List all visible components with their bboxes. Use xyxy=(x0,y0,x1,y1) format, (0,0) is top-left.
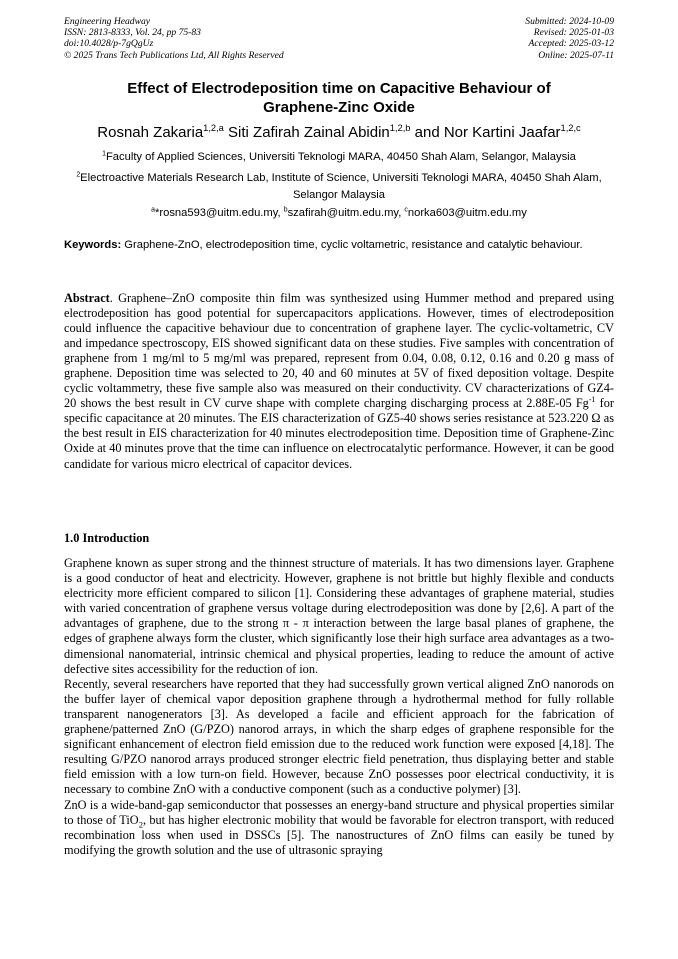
author-affiliation-mark: 1,2,c xyxy=(560,123,581,133)
paragraph: Recently, several researchers have reported that they had successfully grown vertical aligned ZnO nanorods on the buffer layer of chemical vapor deposition graphene through a hydrothermal method for fully rollable transparent nanogenerators [3]. As developed a facile and efficient approach for the fabrication of graphene/patterned ZnO (G/PZO) nanorod arrays, in which the sharp edges of graphene responsible for the significant enhancement of electron field emission due to the reduced work function were exposed [4,18]. The resulting G/PZO nanorod arrays produced stronger electric field penetration, thus displaying better and stable field emission with a low turn-on field. However, because ZnO possesses poor electrical conductivity, it is necessary to combine ZnO with a conductive component (such as a conductive polymer) [3]. xyxy=(64,676,614,797)
author-emails xyxy=(64,205,614,221)
author-name: Rosnah Zakaria xyxy=(97,124,204,141)
date-accepted: Accepted: 2025-03-12 xyxy=(528,38,614,50)
paragraph xyxy=(64,798,614,858)
date-submitted: Submitted: 2024-10-09 xyxy=(525,16,614,27)
abstract xyxy=(64,291,614,472)
title-line-2: Graphene-Zinc Oxide xyxy=(263,98,415,116)
journal-header xyxy=(64,16,614,61)
journal-info xyxy=(64,16,284,61)
email-mark: a xyxy=(151,206,156,214)
date-online: Online: 2025-07-11 xyxy=(538,49,614,61)
email-mark: b xyxy=(283,206,288,214)
section-heading: 1.0 Introduction xyxy=(64,531,150,545)
email-address: szafirah@uitm.edu.my, xyxy=(287,207,405,219)
journal-copyright: © 2025 Trans Tech Publications Ltd, All Rights Reserved xyxy=(64,49,284,61)
journal-doi: doi:10.4028/p-7gQgUz xyxy=(64,38,154,50)
keywords xyxy=(64,238,614,253)
paper-title xyxy=(64,80,614,117)
affiliation-text: Electroactive Materials Research Lab, Institute of Science, Universiti Teknologi MARA, 40450 Shah Alam, Selangor Malaysia xyxy=(80,172,602,201)
unit-exponent: -1 xyxy=(588,395,596,405)
email-mark: c xyxy=(404,206,408,214)
affiliation-mark: 2 xyxy=(76,171,81,179)
subscript: 2 xyxy=(138,819,143,830)
author-name: and Nor Kartini Jaafar xyxy=(410,124,561,141)
author-name: Siti Zafirah Zainal Abidin xyxy=(223,124,390,141)
paragraph: Graphene known as super strong and the thinnest structure of materials. It has two dimensions layer. Graphene is a good conductor of heat and electricity. However, graphene is not brittle but highly flexible and conducts electricity more efficient compared to silicon [1]. Considering these advantages of graphene material, studies with varied concentration of graphene versus voltage during electrodeposition was done by [2,6]. A part of the advantages of graphene, due to the strong π - π interaction between the large basal planes of graphene, the edges of graphene always form the cluster, which significantly lose their high surface area advantages as a two-dimensional nanomaterial, intrinsic chemical and physical properties, leading to reduce the amount of active defective sites accessibility for the reduction of ion. xyxy=(64,556,614,676)
date-revised: Revised: 2025-01-03 xyxy=(533,27,614,39)
author-list xyxy=(40,124,638,142)
author-affiliation-mark: 1,2,a xyxy=(203,123,224,133)
keywords-text: Graphene-ZnO, electrodeposition time, cyclic voltametric, resistance and catalytic behaviour. xyxy=(121,239,583,251)
affiliation-text: Faculty of Applied Sciences, Universiti Teknologi MARA, 40450 Shah Alam, Selangor, Malaysia xyxy=(105,151,576,163)
title-line-1: Effect of Electrodeposition time on Capacitive Behaviour of xyxy=(127,80,551,97)
keywords-label: Keywords: xyxy=(64,239,122,251)
abstract-text: . Graphene–ZnO composite thin film was synthesized using Hummer method and prepared using electrodeposition has good potential for supercapacitors applications. However, times of electrodeposition could influence the capacitive behaviour due to concentration of graphene layer. The cyclic-voltametric, CV and impedance spectroscopy, EIS showed significant data on these studies. Five samples with concentration of graphene from 1 mg/ml to 5 mg/ml was prepared, represent from 0.04, 0.08, 0.12, 0.16 and 0.20 g mass of graphene. Deposition time was selected to 20, 40 and 60 minutes at 5V of fixed deposition voltage. Despite cyclic voltammetry, these five sample also was measured on their conductivity. CV characterizations of GZ4-20 shows the best result in CV curve shape with complete charging discharging process at 2.88E-05 Fg xyxy=(64,291,614,411)
publication-dates xyxy=(525,16,614,61)
introduction-body xyxy=(64,556,614,858)
affiliation-mark: 1 xyxy=(102,150,106,158)
journal-issn: ISSN: 2813-8333, Vol. 24, pp 75-83 xyxy=(64,27,201,39)
email-address: norka603@uitm.edu.my xyxy=(407,207,527,219)
author-affiliation-mark: 1,2,b xyxy=(389,123,411,133)
email-address: *rosna593@uitm.edu.my, xyxy=(155,207,284,219)
journal-name: Engineering Headway xyxy=(64,16,151,27)
paragraph-text: ZnO is a wide-band-gap semiconductor that possesses an energy-band structure and physical properties similar to those of TiO xyxy=(64,797,614,827)
abstract-text-continued: for specific capacitance at 20 minutes. The EIS characterization of GZ5-40 shows series resistance at 523.220 Ω as the best result in EIS characterization for 40 minutes electrodeposition time. Deposition time of Graphene-Zinc Oxide at 40 minutes prove that the time can influence on electrocatalytic performance. However, it can be good candidate for various micro electrical of capacitor devices. xyxy=(64,396,615,471)
affiliation-2 xyxy=(64,170,614,204)
abstract-label: Abstract xyxy=(64,291,110,305)
paragraph-text-continued: , but has higher electronic mobility that would be favorable for electron transport, with reduced recombination loss when used in DSSCs [5]. The nanostructures of ZnO films can easily be tuned by modifying the growth solution and the use of ultrasonic spraying xyxy=(64,812,614,857)
affiliation-1 xyxy=(64,149,614,166)
